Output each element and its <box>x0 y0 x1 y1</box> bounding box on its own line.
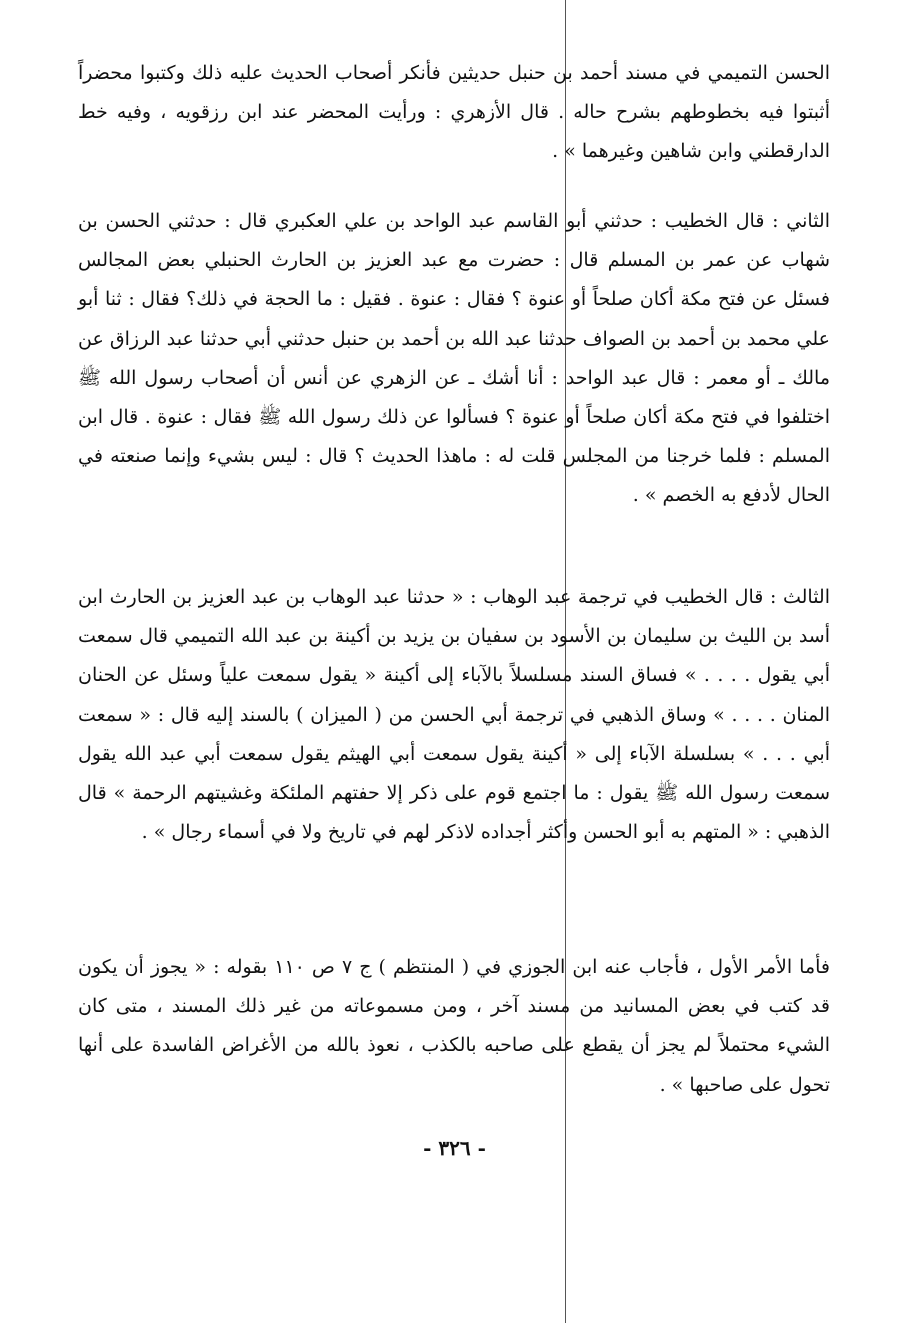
paragraph-1-text: الحسن التميمي في مسند أحمد بن حنبل حديثين فأنكر أصحاب الحديث عليه ذلك وكتبوا محضراً أثبتوا فيه بخطوطهم بشرح حاله . قال الأزهري : ورأيت المحضر عند ابن رزقويه ، وفيه خط الدارقطني وابن شاهين وغيرهما » . <box>78 62 830 163</box>
paragraph-3 <box>78 578 830 852</box>
paragraph-2 <box>78 202 830 516</box>
paragraph-1 <box>78 54 830 172</box>
page-number: - ٣٢٦ - <box>423 1136 486 1160</box>
paragraph-4-text: فأما الأمر الأول ، فأجاب عنه ابن الجوزي في ( المنتظم ) ج ٧ ص ١١٠ بقوله : « يجوز أن يكون قد كتب في بعض المسانيد من مسند آخر ، ومن مسموعاته من غير ذلك المسند ، متى كان الشيء محتملاً لم يجز أن يقطع على صاحبه بالكذب ، نعوذ بالله من الأغراض الفاسدة على أنها تحول على صاحبها » . <box>78 956 830 1096</box>
paragraph-3-text: الثالث : قال الخطيب في ترجمة عبد الوهاب : « حدثنا عبد الوهاب بن عبد العزيز بن الحارث ابن أسد بن الليث بن سليمان بن الأسود بن سفيان بن يزيد بن أكينة بن عبد الله التميمي قال سمعت أبي يقول . . . . » فساق السند مسلسلاً بالآباء إلى أكينة « يقول سمعت علياً وسئل عن الحنان المنان . . . . » وساق الذهبي في ترجمة أبي الحسن من ( الميزان ) بالسند إليه قال : « سمعت أبي . . . » بسلسلة الآباء إلى « أكينة يقول سمعت أبي الهيثم يقول سمعت أبي عبد الله يقول سمعت رسول الله ﷺ يقول : ما اجتمع قوم على ذكر إلا حفتهم الملئكة وغشيتهم الرحمة » قال الذهبي : « المتهم به أبو الحسن وأكثر أجداده لاذكر لهم في تاريخ ولا في أسماء رجال » . <box>78 586 830 844</box>
paragraph-2-text: الثاني : قال الخطيب : حدثني أبو القاسم عبد الواحد بن علي العكبري قال : حدثني الحسن بن شهاب عن عمر بن المسلم قال : حضرت مع عبد العزيز بن الحارث الحنبلي بعض المجالس فسئل عن فتح مكة أكان صلحاً أو عنوة ؟ فقال : عنوة . فقيل : ما الحجة في ذلك؟ فقال : ثنا أبو علي محمد بن أحمد بن الصواف حدثنا عبد الله بن أحمد بن حنبل حدثني أبي حدثنا عبد الرزاق عن مالك ـ أو معمر : قال عبد الواحد : أنا أشك ـ عن الزهري عن أنس أن أصحاب رسول الله ﷺ اختلفوا في فتح مكة أكان صلحاً أو عنوة ؟ فسألوا عن ذلك رسول الله ﷺ فقال : عنوة . قال ابن المسلم : فلما خرجنا من المجلس قلت له : ماهذا الحديث ؟ قال : ليس بشيء وإنما صنعته في الحال لأدفع به الخصم » . <box>78 210 830 507</box>
paragraph-4 <box>78 948 830 1105</box>
